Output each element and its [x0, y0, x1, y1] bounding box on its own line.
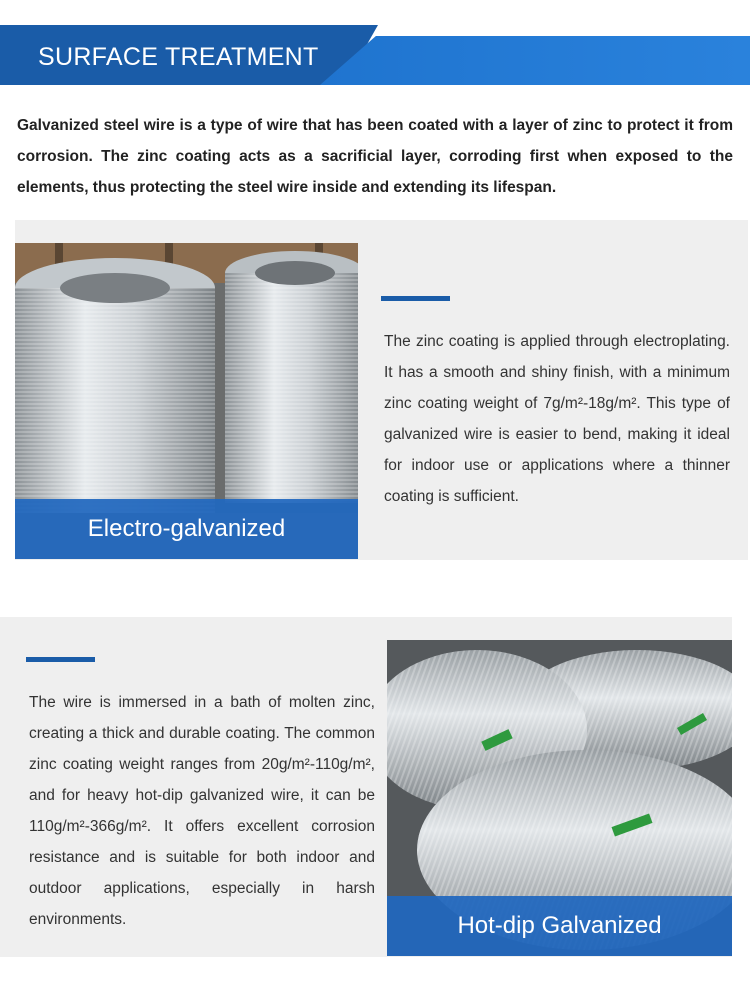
banner-light-stripe [320, 36, 750, 85]
hot-dip-wire-coils-photo [387, 640, 732, 956]
electro-galvanized-caption: Electro-galvanized [15, 499, 358, 559]
section-header-banner [0, 0, 750, 86]
page-title: SURFACE TREATMENT [38, 43, 319, 71]
accent-bar [26, 657, 95, 662]
hot-dip-galvanized-caption: Hot-dip Galvanized [387, 896, 732, 956]
accent-bar [381, 296, 450, 301]
hot-dip-galvanized-description: The wire is immersed in a bath of molten zinc, creating a thick and durable coating. The common zinc coating weight ranges from 20g/m²-110g/m², and for heavy hot-dip galvanized wire, it can be 110g/m²-366g/m². It offers excellent corrosion resistance and is suitable for both indoor and outdoor applications, especially in harsh environments. [29, 694, 375, 928]
galvanized-wire-coils-photo [15, 243, 358, 559]
intro-paragraph: Galvanized steel wire is a type of wire that has been coated with a layer of zinc to protect it from corrosion. The zinc coating acts as a sacrificial layer, corroding first when exposed to the elements, thus protecting the steel wire inside and extending its lifespan. [17, 117, 733, 196]
electro-galvanized-description: The zinc coating is applied through electroplating. It has a smooth and shiny finish, with a minimum zinc coating weight of 7g/m²-18g/m². This type of galvanized wire is easier to bend, making it ideal for indoor use or applications where a thinner coating is sufficient. [384, 333, 730, 505]
